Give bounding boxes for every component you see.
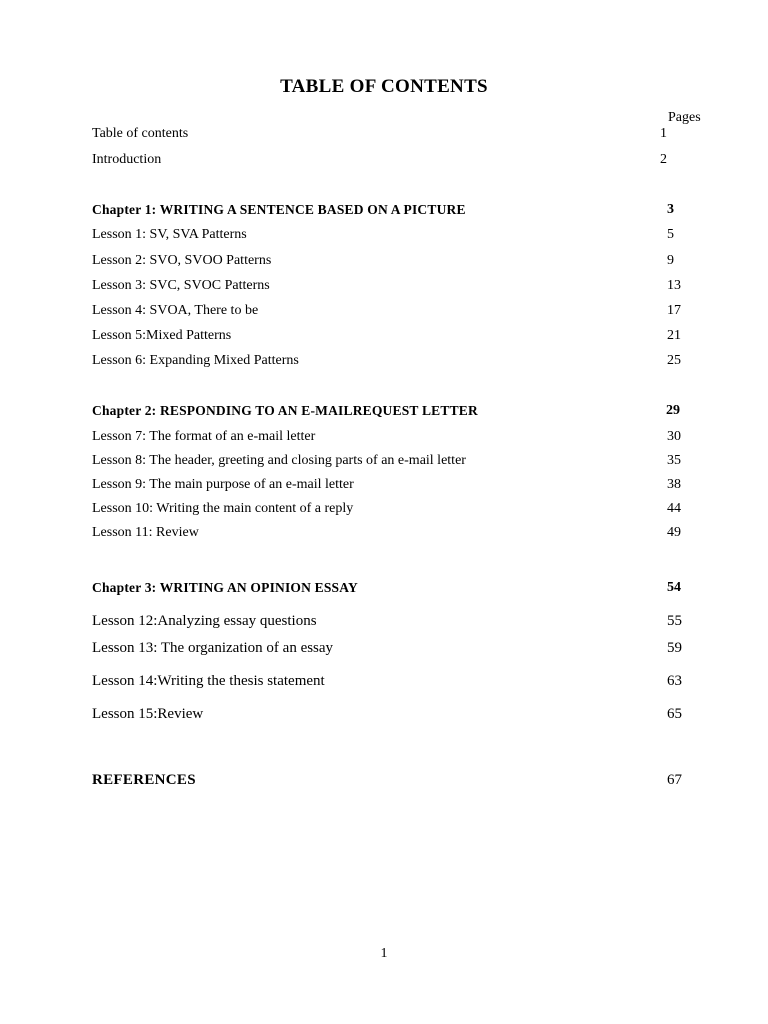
toc-entry-page: 35 xyxy=(667,453,681,468)
toc-entry-label: Lesson 9: The main purpose of an e-mail letter xyxy=(92,477,354,492)
toc-entry xyxy=(0,227,768,247)
toc-entry-page: 9 xyxy=(667,253,674,268)
toc-entry-page: 17 xyxy=(667,303,681,318)
chapter-heading-page: 54 xyxy=(667,580,681,595)
toc-entry xyxy=(0,353,768,373)
toc-entry-label: Lesson 3: SVC, SVOC Patterns xyxy=(92,278,270,293)
page-title: TABLE OF CONTENTS xyxy=(280,76,488,97)
references-entry xyxy=(0,772,768,792)
toc-entry-label: Table of contents xyxy=(92,126,189,141)
toc-entry-label: Introduction xyxy=(92,152,162,167)
toc-entry-page: 65 xyxy=(667,706,682,722)
toc-entry xyxy=(0,613,768,633)
toc-entry-label: Lesson 14:Writing the thesis statement xyxy=(92,673,325,689)
toc-entry-page: 5 xyxy=(667,227,674,242)
toc-entry-page: 49 xyxy=(667,525,681,540)
toc-entry-page: 38 xyxy=(667,477,681,492)
chapter-heading-page: 29 xyxy=(666,403,680,418)
toc-entry-page: 55 xyxy=(667,613,682,629)
toc-entry-page: 44 xyxy=(667,501,681,516)
toc-entry-page: 30 xyxy=(667,429,681,444)
toc-entry-label: Lesson 1: SV, SVA Patterns xyxy=(92,227,247,242)
toc-entry-page: 25 xyxy=(667,353,681,368)
toc-entry-page: 59 xyxy=(667,640,682,656)
toc-entry xyxy=(0,303,768,323)
pages-column-header: Pages xyxy=(668,110,701,125)
toc-entry-page: 63 xyxy=(667,673,682,689)
chapter-heading-label: Chapter 2: RESPONDING TO AN E-MAILREQUEST LETTER xyxy=(92,403,478,418)
toc-entry-label: Lesson 7: The format of an e-mail letter xyxy=(92,429,316,444)
toc-entry-label: Lesson 11: Review xyxy=(92,525,199,540)
toc-entry xyxy=(0,429,768,449)
toc-entry xyxy=(0,253,768,273)
toc-entry-label: Lesson 5:Mixed Patterns xyxy=(92,328,232,343)
references-page: 67 xyxy=(667,772,682,788)
toc-entry-label: Lesson 6: Expanding Mixed Patterns xyxy=(92,353,299,368)
toc-entry-label: Lesson 10: Writing the main content of a reply xyxy=(92,501,354,516)
toc-entry xyxy=(0,477,768,497)
toc-entry-page: 1 xyxy=(660,126,667,141)
toc-entry-label: Lesson 8: The header, greeting and closing parts of an e-mail letter xyxy=(92,453,466,468)
toc-entry xyxy=(0,706,768,726)
toc-entry xyxy=(0,152,768,172)
toc-entry xyxy=(0,328,768,348)
toc-entry-page: 2 xyxy=(660,152,667,167)
toc-entry xyxy=(0,453,768,473)
toc-entry xyxy=(0,640,768,660)
toc-entry-label: Lesson 12:Analyzing essay questions xyxy=(92,613,317,629)
toc-entry-label: Lesson 4: SVOA, There to be xyxy=(92,303,259,318)
toc-entry xyxy=(0,278,768,298)
toc-entry-label: Lesson 2: SVO, SVOO Patterns xyxy=(92,253,272,268)
toc-entry xyxy=(0,501,768,521)
toc-entry xyxy=(0,525,768,545)
toc-entry xyxy=(0,673,768,693)
references-label: REFERENCES xyxy=(92,772,196,788)
toc-entry-page: 21 xyxy=(667,328,681,343)
toc-entry-page: 13 xyxy=(667,278,681,293)
chapter-heading-label: Chapter 1: WRITING A SENTENCE BASED ON A PICTURE xyxy=(92,202,466,217)
chapter-heading-label: Chapter 3: WRITING AN OPINION ESSAY xyxy=(92,580,358,595)
toc-entry xyxy=(0,126,768,146)
page-number-footer: 1 xyxy=(380,946,388,961)
chapter-heading-2 xyxy=(0,403,768,423)
chapter-heading-1 xyxy=(0,202,768,222)
chapter-heading-page: 3 xyxy=(667,202,674,217)
toc-entry-label: Lesson 13: The organization of an essay xyxy=(92,640,334,656)
toc-entry-label: Lesson 15:Review xyxy=(92,706,204,722)
chapter-heading-3 xyxy=(0,580,768,600)
